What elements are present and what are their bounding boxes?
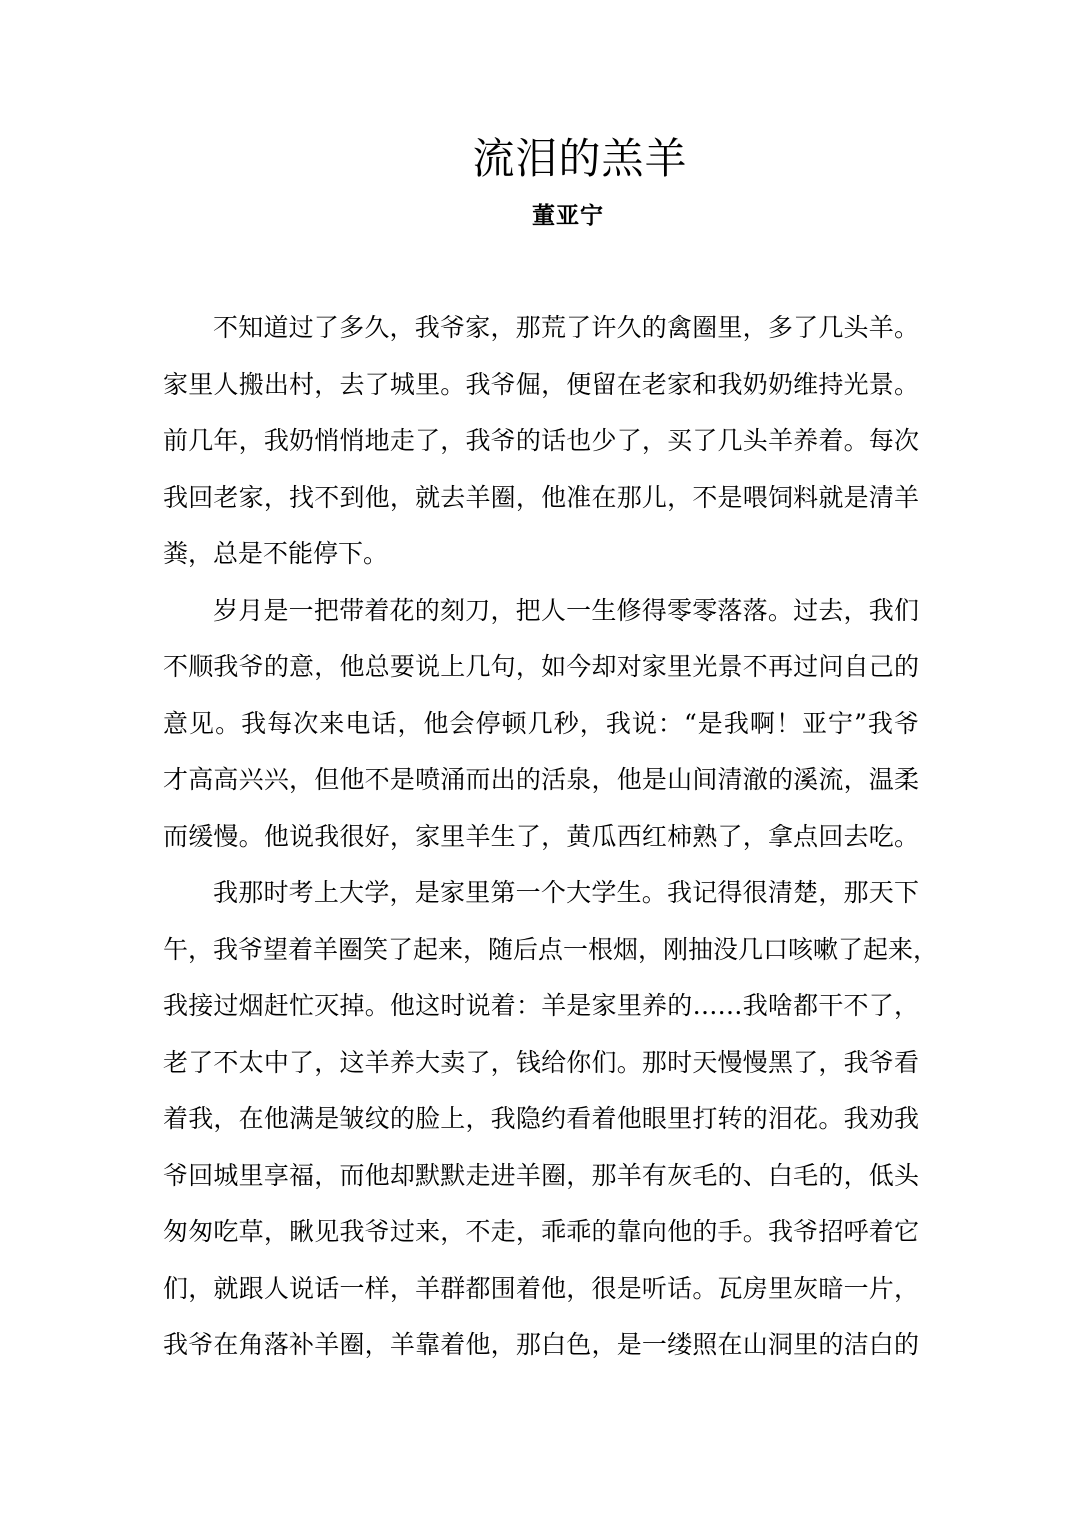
document-author: 董亚宁 <box>532 203 604 229</box>
text-line: 午，我爷望着羊圈笑了起来，随后点一根烟，刚抽没几口咳嗽了起来， <box>163 934 939 964</box>
document-title: 流泪的羔羊 <box>472 134 688 183</box>
text-line: 粪，总是不能停下。 <box>163 539 389 568</box>
paragraph-2 <box>163 583 919 866</box>
text-line: 匆匆吃草，瞅见我爷过来，不走，乖乖的靠向他的手。我爷招呼着它 <box>163 1217 919 1246</box>
text-line: 前几年，我奶悄悄地走了，我爷的话也少了，买了几头羊养着。每次 <box>163 426 919 455</box>
text-line: 才高高兴兴，但他不是喷涌而出的活泉，他是山间清澈的溪流，温柔 <box>163 765 919 794</box>
paragraph-3 <box>163 865 939 1374</box>
text-line: 我回老家，找不到他，就去羊圈，他准在那儿，不是喂饲料就是清羊 <box>163 482 919 512</box>
text-line: 我接过烟赶忙灭掉。他这时说着：羊是家里养的……我啥都干不了， <box>163 991 919 1020</box>
text-line: 我爷在角落补羊圈，羊靠着他，那白色，是一缕照在山洞里的洁白的 <box>163 1330 919 1359</box>
text-line: 不顺我爷的意，他总要说上几句，如今却对家里光景不再过问自己的 <box>163 652 919 681</box>
text-line: 岁月是一把带着花的刻刀，把人一生修得零零落落。过去，我们 <box>213 595 919 625</box>
text-line: 老了不太中了，这羊养大卖了，钱给你们。那时天慢慢黑了，我爷看 <box>163 1047 919 1077</box>
text-line: 不知道过了多久，我爷家，那荒了许久的禽圈里，多了几头羊。 <box>213 313 919 342</box>
document-body <box>163 300 939 1374</box>
text-line: 意见。我每次来电话，他会停顿几秒，我说：“是我啊！亚宁”我爷 <box>163 708 919 738</box>
text-line: 爷回城里享福，而他却默默走进羊圈，那羊有灰毛的、白毛的，低头 <box>163 1160 919 1190</box>
text-line: 着我，在他满是皱纹的脸上，我隐约看着他眼里打转的泪花。我劝我 <box>163 1104 919 1133</box>
text-line: 我那时考上大学，是家里第一个大学生。我记得很清楚，那天下 <box>213 878 919 907</box>
text-line: 家里人搬出村，去了城里。我爷倔，便留在老家和我奶奶维持光景。 <box>163 369 919 399</box>
text-line: 们，就跟人说话一样，羊群都围着他，很是听话。瓦房里灰暗一片， <box>163 1273 919 1303</box>
paragraph-1 <box>163 300 919 583</box>
text-line: 而缓慢。他说我很好，家里羊生了，黄瓜西红柿熟了，拿点回去吃。 <box>163 821 919 851</box>
